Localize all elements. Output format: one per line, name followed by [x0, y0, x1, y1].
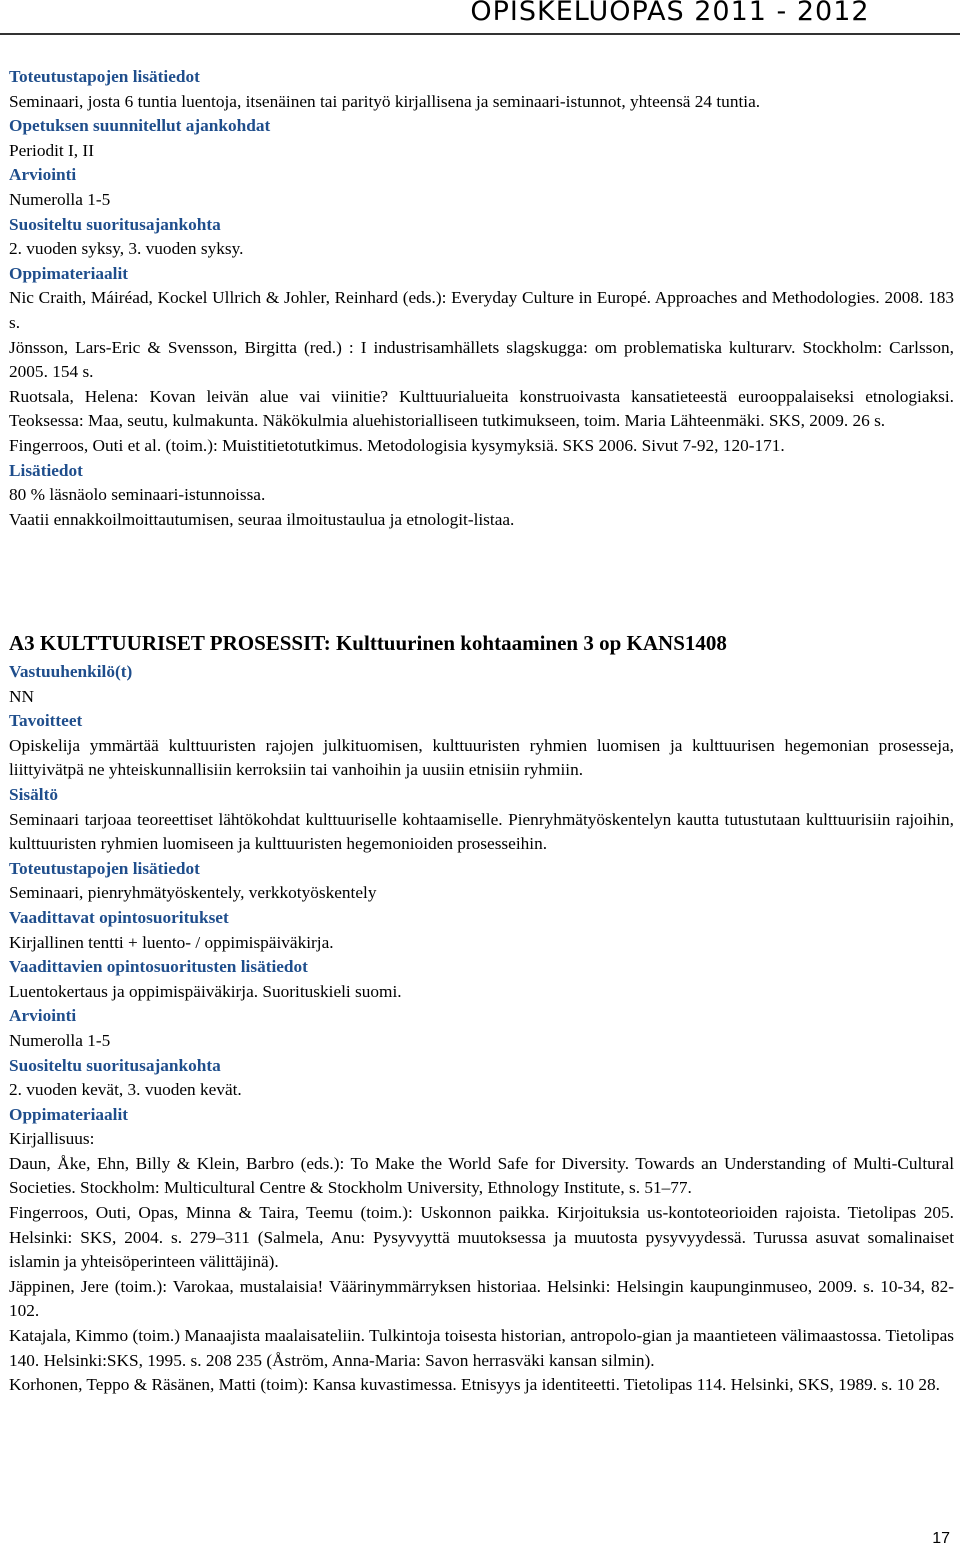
text-kirjallisuus: Kirjallisuus: [9, 1129, 95, 1149]
label-arviointi: Arviointi [9, 165, 77, 185]
reference-item: Korhonen, Teppo & Räsänen, Matti (toim): Kansa kuvastimessa. Etnisyys ja identiteetti. Tietolipas 114. Helsinki, SKS, 1989. s. 10 28. [9, 1375, 940, 1395]
label-tavoitteet: Tavoitteet [9, 711, 83, 731]
text-lisatiedot: 80 % läsnäolo seminaari-istunnoissa. [9, 485, 266, 505]
header-title: OPISKELUOPAS 2011 - 2012 [470, 0, 870, 27]
reference-item: Jönsson, Lars-Eric & Svensson, Birgitta (red.) : I industrisamhällets slagskugga: om problematiska kulturarv. Stockholm: Carlsson, 2005. 154 s. [9, 337, 954, 382]
reference-item: Daun, Åke, Ehn, Billy & Klein, Barbro (eds.): To Make the World Safe for Diversity. Towards an Understanding of Multi-Cultural Societies. Stockholm: Multicultural Centre & Stockholm University, Ethnology Institute, s. 51–77. [9, 1153, 954, 1198]
reference-item: Fingerroos, Outi et al. (toim.): Muistitietotutkimus. Metodologisia kysymyksiä. SKS 2006. Sivut 7-92, 120-171. [9, 435, 785, 455]
label-sisalto: Sisältö [9, 784, 58, 804]
text-sisalto: Seminaari tarjoaa teoreettiset lähtökohdat kulttuuriselle kohtaamiselle. Pienryhmätyöskentelyn kautta tutustutaan kulttuurisiin rajoihin, kulttuuristen ryhmien luomiseen ja kulttuuristen hegemonioiden prosesseihin. [9, 809, 954, 854]
reference-item: Jäppinen, Jere (toim.): Varokaa, mustalaisia! Väärinymmärryksen historiaa. Helsinki: Helsingin kaupunginmuseo, 2009. s. 10-34, 82-102. [9, 1276, 954, 1321]
label-ajankohta: Opetuksen suunnitellut ajankohdat [9, 116, 271, 136]
page-number: 17 [932, 1530, 950, 1547]
label-lisatiedot: Lisätiedot [9, 460, 83, 480]
text-vastuuhenkilo: NN [9, 686, 34, 706]
course-section-previous [9, 65, 954, 532]
course-section-a3 [9, 630, 954, 1398]
label-toteutus: Toteutustapojen lisätiedot [9, 67, 200, 86]
text-arviointi: Numerolla 1-5 [9, 189, 111, 209]
text-suoritusajankohta: 2. vuoden kevät, 3. vuoden kevät. [9, 1080, 242, 1100]
reference-item: Fingerroos, Outi, Opas, Minna & Taira, Teemu (toim.): Uskonnon paikka. Kirjoituksia us-kontoteorioiden rajoista. Tietolipas 205. Helsinki: SKS, 2004. s. 279–311 (Salmela, Anu: Pysyvyyttä muutoksessa ja muutosta pysyvyydessä. Turussa asuvat somalinaiset islamin ja yhteisöperinteen välittäjinä). [9, 1203, 954, 1272]
text-toteutus: Seminaari, pienryhmätyöskentely, verkkotyöskentely [9, 883, 377, 903]
text-vaadittavien-lisatiedot: Luentokertaus ja oppimispäiväkirja. Suorituskieli suomi. [9, 981, 402, 1001]
reference-item: Katajala, Kimmo (toim.) Manaajista maalaisateliin. Tulkintoja toisesta historian, antropolo-gian ja maantieteen välimaastossa. Tietolipas 140. Helsinki:SKS, 1995. s. 208 235 (Åström, Anna-Maria: Savon herrasväki kansan silmin). [9, 1326, 954, 1370]
text-ajankohta: Periodit I, II [9, 140, 94, 160]
label-toteutus: Toteutustapojen lisätiedot [9, 858, 200, 878]
label-oppimateriaalit: Oppimateriaalit [9, 263, 129, 283]
reference-item: Nic Craith, Máiréad, Kockel Ullrich & Johler, Reinhard (eds.): Everyday Culture in Europé. Approaches and Methodologies. 2008. 183 s. [9, 288, 954, 332]
label-suoritusajankohta: Suositeltu suoritusajankohta [9, 1055, 221, 1075]
header-rule [0, 33, 960, 35]
label-vaadittavat: Vaadittavat opintosuoritukset [9, 907, 229, 927]
text-suoritusajankohta: 2. vuoden syksy, 3. vuoden syksy. [9, 239, 244, 259]
text-toteutus: Seminaari, josta 6 tuntia luentoja, itsenäinen tai parityö kirjallisena ja seminaari-istunnot, yhteensä 24 tuntia. [9, 91, 761, 111]
text-arviointi: Numerolla 1-5 [9, 1030, 111, 1050]
text-tavoitteet: Opiskelija ymmärtää kulttuuristen rajojen julkituomisen, kulttuuristen ryhmien luomisen ja kulttuurisen hegemonian prosesseja, liittyivätpä ne yhteiskunnallisiin kerroksiin tai vanhoihin ja uusiin etnisiin ryhmiin. [9, 735, 954, 780]
label-vastuuhenkilo: Vastuuhenkilö(t) [9, 662, 133, 681]
text-lisatiedot: Vaatii ennakkoilmoittautumisen, seuraa ilmoitustaulua ja etnologit-listaa. [9, 509, 515, 529]
course-title: A3 KULTTUURISET PROSESSIT: Kulttuurinen kohtaaminen 3 op KANS1408 [9, 631, 727, 655]
text-vaadittavat: Kirjallinen tentti + luento- / oppimispäiväkirja. [9, 932, 334, 952]
page-header [0, 0, 960, 34]
reference-item: Ruotsala, Helena: Kovan leivän alue vai viinitie? Kulttuurialueita konstruoivasta kansatieteestä eurooppalaiseksi etnologiaksi. Teoksessa: Maa, seutu, kulmakunta. Näkökulmia aluehistorialliseen tutkimukseen, toim. Maria Lähteenmäki. SKS, 2009. 26 s. [9, 386, 954, 431]
label-arviointi: Arviointi [9, 1006, 77, 1026]
label-vaadittavien-lisatiedot: Vaadittavien opintosuoritusten lisätiedot [9, 957, 308, 977]
label-oppimateriaalit: Oppimateriaalit [9, 1104, 129, 1124]
label-suoritusajankohta: Suositeltu suoritusajankohta [9, 214, 221, 234]
